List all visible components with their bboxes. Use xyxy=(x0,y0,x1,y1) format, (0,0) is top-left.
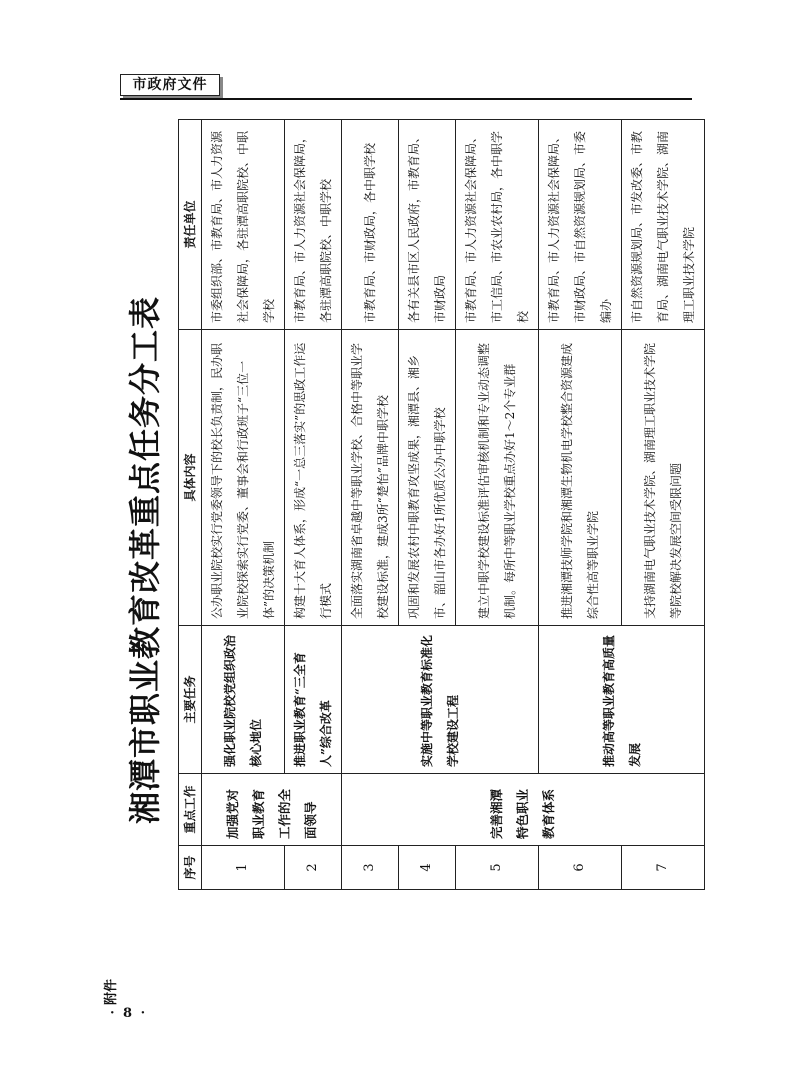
main-task-cell: 实施中等职业教育标准化学校建设工程 xyxy=(342,626,539,774)
responsible-cell: 市委组织部、市教育局、市人力资源社会保障局，各驻潭高职院校、中职学校 xyxy=(202,120,285,330)
responsible-cell: 市自然资源规划局、市发改委、市教育局、湖南电气职业技术学院、湖南理工职业技术学院 xyxy=(622,120,705,330)
main-task-cell: 强化职业院校党组织政治核心地位 xyxy=(202,626,285,774)
row-number: 2 xyxy=(285,846,342,890)
header-rule xyxy=(120,98,692,100)
table-header-row xyxy=(179,120,202,890)
row-number: 7 xyxy=(622,846,705,890)
document-section-tag: 市政府文件 xyxy=(120,74,220,96)
row-number: 5 xyxy=(456,846,539,890)
responsible-cell: 市教育局、市人力资源社会保障局，各驻潭高职院校、中职学校 xyxy=(285,120,342,330)
document-title: 湘潭市职业教育改革重点任务分工表 xyxy=(126,296,164,825)
content-cell: 构建十大育人体系，形成“一总三落实”的思政工作运行模式 xyxy=(285,330,342,626)
column-header-key-work: 重点工作 xyxy=(179,774,202,846)
content-cell: 全面落实湖南省卓越中等职业学校、合格中等职业学校建设标准，建成3所“楚怡”品牌中职学校 xyxy=(342,330,399,626)
content-cell: 支持湖南电气职业技术学院、湖南理工职业技术学院等院校解决发展空间受限问题 xyxy=(622,330,705,626)
main-task-cell: 推进职业教育“三全育人”综合改革 xyxy=(285,626,342,774)
row-number: 1 xyxy=(202,846,285,890)
responsible-cell: 市教育局、市财政局，各中职学校 xyxy=(342,120,399,330)
column-header-content: 具体内容 xyxy=(179,330,202,626)
main-task-cell: 推动高等职业教育高质量发展 xyxy=(539,626,705,774)
content-cell: 巩固和发展农村中职教育攻坚成果，湘潭县、湘乡市、韶山市各办好1所优质公办中职学校 xyxy=(399,330,456,626)
task-assignment-table xyxy=(178,119,705,890)
row-number: 4 xyxy=(399,846,456,890)
table-row xyxy=(202,120,285,890)
key-work-cell: 完善湘潭特色职业教育体系 xyxy=(342,774,705,846)
key-work-cell: 加强党对职业教育工作的全面领导 xyxy=(202,774,342,846)
column-header-main-task: 主要任务 xyxy=(179,626,202,774)
row-number: 6 xyxy=(539,846,622,890)
responsible-cell: 市教育局、市人力资源社会保障局、市财政局、市自然资源规划局、市委编办 xyxy=(539,120,622,330)
content-cell: 建立中职学校建设标准评估审核机制和专业动态调整机制。每所中等职业学校重点办好1～2个专业群 xyxy=(456,330,539,626)
attachment-label: 附件 xyxy=(104,978,119,1005)
responsible-cell: 各有关县市区人民政府，市教育局、市财政局 xyxy=(399,120,456,330)
content-cell: 公办职业院校实行党委领导下的校长负责制，民办职业院校探索实行党委、董事会和行政班子“三位一体”的决策机制 xyxy=(202,330,285,626)
content-cell: 推进湘潭技师学院和湘潭生物机电学校整合资源建成综合性高等职业学院 xyxy=(539,330,622,626)
row-number: 3 xyxy=(342,846,399,890)
table-row xyxy=(342,120,399,890)
column-header-responsible: 责任单位 xyxy=(179,120,202,330)
responsible-cell: 市教育局、市人力资源社会保障局、市工信局、市农业农村局，各中职学校 xyxy=(456,120,539,330)
rotated-page-content xyxy=(100,115,700,1005)
column-header-number: 序号 xyxy=(179,846,202,890)
page-number: · 8 · xyxy=(110,1006,148,1021)
